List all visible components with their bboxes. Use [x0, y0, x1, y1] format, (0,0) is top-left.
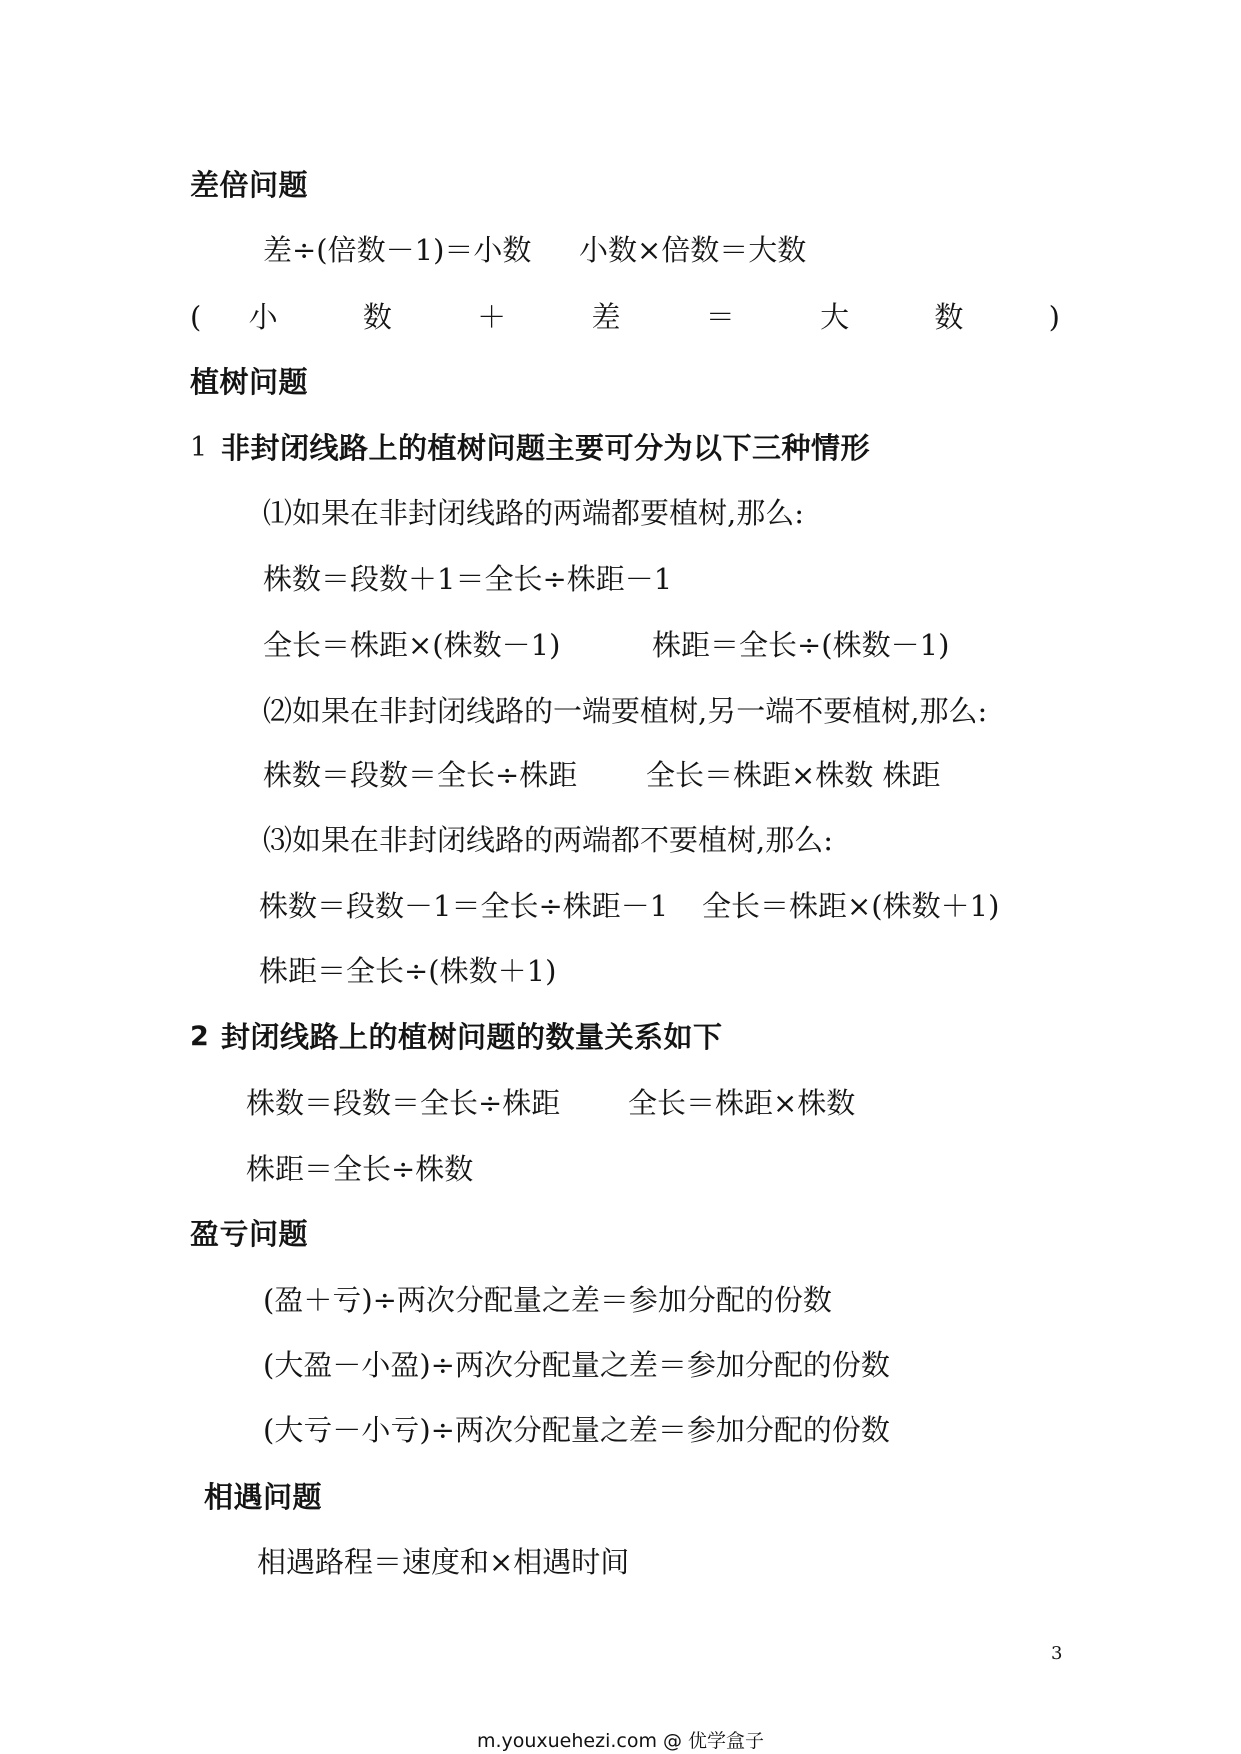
case3-count-formula: 株数＝段数－1＝全长÷株距－1	[259, 889, 669, 923]
case3-length-formula: 全长＝株距×(株数＋1)	[702, 889, 1000, 923]
part2-number: 2	[190, 1021, 209, 1052]
heading-difference-multiple: 差倍问题	[190, 168, 309, 202]
part2-title: 封闭线路上的植树问题的数量关系如下	[221, 1020, 723, 1054]
part2-spacing-formula: 株距＝全长÷株数	[246, 1152, 474, 1186]
footer-watermark: m.youxuehezi.com @ 优学盒子	[476, 1730, 765, 1752]
case1-intro: ⑴如果在非封闭线路的两端都要植树,那么:	[263, 496, 804, 530]
meeting-formula-1: 相遇路程＝速度和×相遇时间	[257, 1545, 630, 1579]
part2-length-formula: 全长＝株距×株数	[628, 1086, 856, 1120]
part1-title: 非封闭线路上的植树问题主要可分为以下三种情形	[221, 431, 871, 465]
case1-spacing-formula: 株距＝全长÷(株数－1)	[652, 628, 950, 662]
page-number: 3	[1051, 1643, 1063, 1664]
case1-count-formula: 株数＝段数＋1＝全长÷株距－1	[263, 562, 673, 596]
surplus-formula-1: (盈＋亏)÷两次分配量之差＝参加分配的份数	[263, 1283, 832, 1317]
part1-number: 1	[190, 432, 208, 463]
case2-intro: ⑵如果在非封闭线路的一端要植树,另一端不要植树,那么:	[263, 694, 988, 728]
case3-spacing-formula: 株距＝全长÷(株数＋1)	[259, 954, 557, 988]
heading-meeting: 相遇问题	[204, 1480, 323, 1514]
heading-surplus-deficit: 盈亏问题	[190, 1217, 309, 1251]
heading-tree-planting: 植树问题	[190, 365, 309, 399]
case1-length-formula: 全长＝株距×(株数－1)	[263, 628, 561, 662]
note-small-plus-difference: ( 小 数 ＋ 差 ＝ 大 数 )	[190, 300, 1060, 334]
surplus-formula-2: (大盈－小盈)÷两次分配量之差＝参加分配的份数	[263, 1348, 890, 1382]
case3-intro: ⑶如果在非封闭线路的两端都不要植树,那么:	[263, 823, 833, 857]
formula-small-number: 差÷(倍数－1)＝小数	[263, 233, 532, 267]
formula-large-number: 小数×倍数＝大数	[579, 233, 807, 267]
case2-count-formula: 株数＝段数＝全长÷株距	[263, 758, 578, 792]
surplus-formula-3: (大亏－小亏)÷两次分配量之差＝参加分配的份数	[263, 1413, 890, 1447]
part2-count-formula: 株数＝段数＝全长÷株距	[246, 1086, 561, 1120]
case2-length-formula: 全长＝株距×株数 株距	[646, 758, 941, 792]
